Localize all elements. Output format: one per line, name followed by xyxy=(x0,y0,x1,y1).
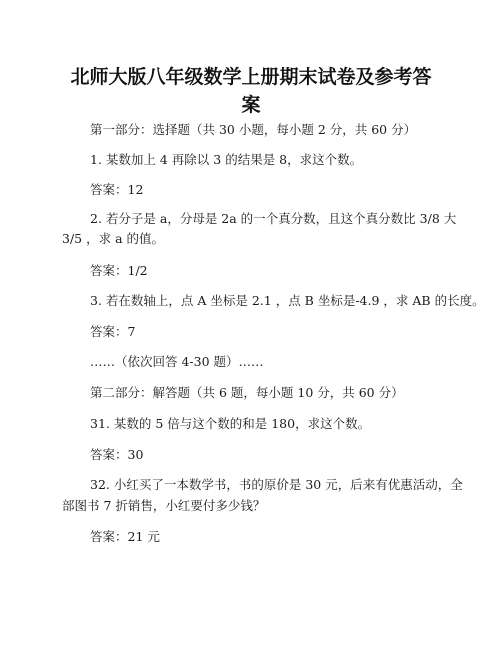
omitted-questions-note: ……（依次回答 4-30 题）…… xyxy=(90,354,264,369)
question-2-line-2: 3/5 ，求 a 的值。 xyxy=(62,231,164,246)
document-title-line-2: 案 xyxy=(241,94,261,116)
question-2-line-1: 2. 若分子是 a，分母是 2a 的一个真分数，且这个真分数比 3/8 大 xyxy=(90,211,457,226)
question-1: 1. 某数加上 4 再除以 3 的结果是 8，求这个数。 xyxy=(90,152,363,167)
question-32-line-2: 部图书 7 折销售，小红要付多少钱？ xyxy=(62,498,266,513)
answer-31: 答案：30 xyxy=(90,447,144,462)
answer-1: 答案：12 xyxy=(90,182,144,197)
question-3: 3. 若在数轴上，点 A 坐标是 2.1 ，点 B 坐标是-4.9 ，求 AB 的长度。 xyxy=(90,293,485,308)
document-title-line-1: 北师大版八年级数学上册期末试卷及参考答 xyxy=(70,66,432,88)
part-2-heading: 第二部分：解答题（共 6 题，每小题 10 分，共 60 分） xyxy=(90,385,404,400)
question-32-line-1: 32. 小红买了一本数学书，书的原价是 30 元，后来有优惠活动，全 xyxy=(90,477,463,492)
answer-3: 答案：7 xyxy=(90,324,136,339)
question-31: 31. 某数的 5 倍与这个数的和是 180，求这个数。 xyxy=(90,416,371,431)
part-1-heading: 第一部分：选择题（共 30 小题，每小题 2 分，共 60 分） xyxy=(90,122,417,137)
answer-32: 答案：21 元 xyxy=(90,529,160,544)
answer-2: 答案：1/2 xyxy=(90,263,148,278)
